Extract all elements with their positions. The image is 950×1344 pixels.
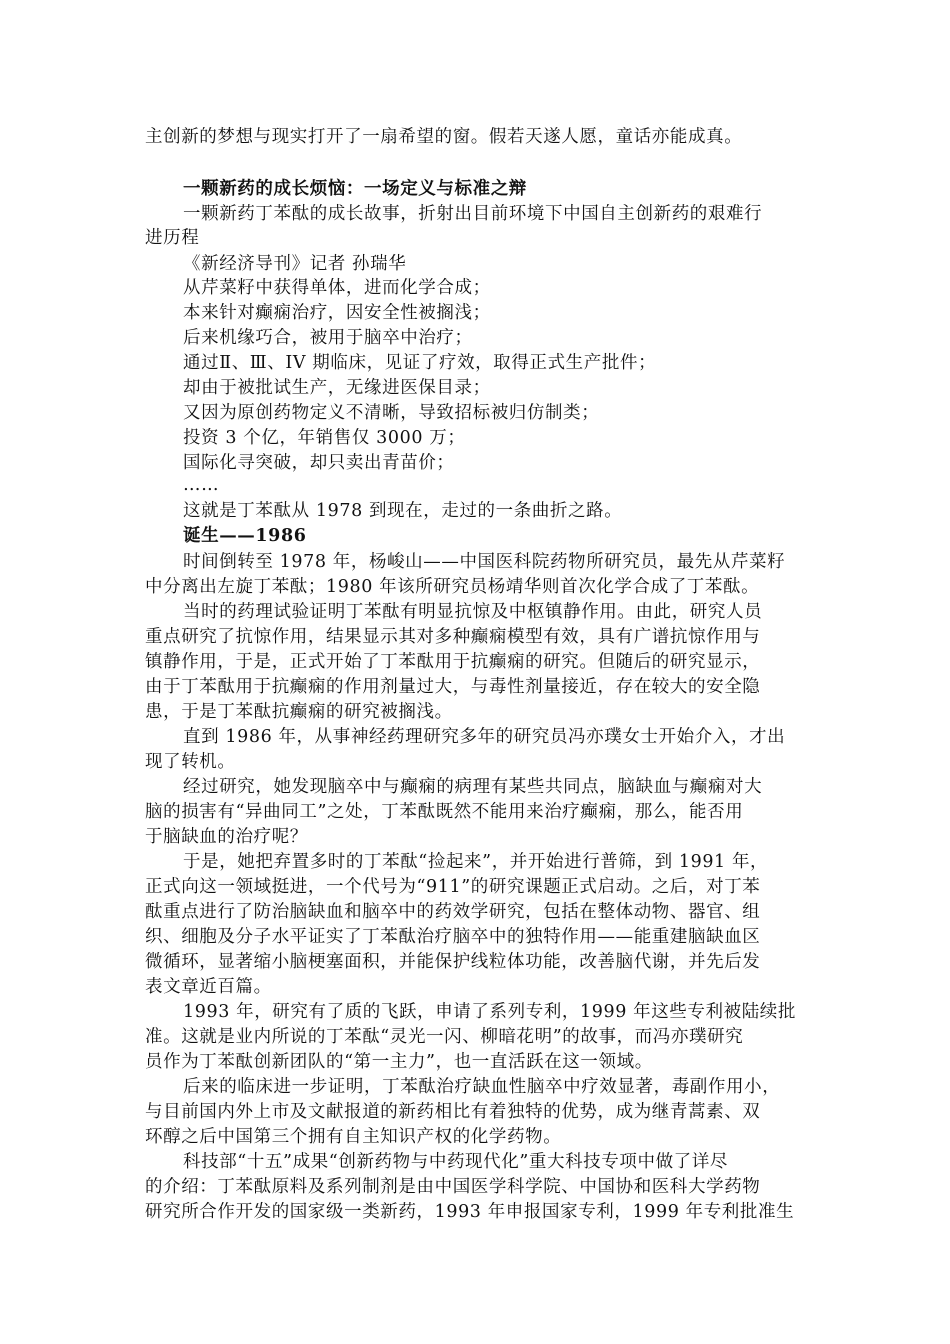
- summary-ellipsis: ……: [183, 475, 220, 495]
- article-title: 一颗新药的成长烦恼：一场定义与标准之辩: [183, 179, 527, 199]
- subtitle-line: 一颗新药丁苯酞的成长故事，折射出目前环境下中国自主创新药的艰难行: [183, 204, 763, 224]
- section-heading: 诞生——1986: [183, 526, 307, 546]
- body-line: 于是，她把弃置多时的丁苯酞“捡起来”，并开始进行普筛，到 1991 年，: [183, 852, 769, 872]
- body-line: 微循环，显著缩小脑梗塞面积，并能保护线粒体功能，改善脑代谢，并先后发: [145, 952, 761, 972]
- body-line: 患，于是丁苯酞抗癫痫的研究被搁浅。: [145, 702, 453, 722]
- body-line: 后来的临床进一步证明，丁苯酞治疗缺血性脑卒中疗效显著，毒副作用小，: [183, 1077, 781, 1097]
- summary-line: 通过Ⅱ、Ⅲ、IV 期临床，见证了疗效，取得正式生产批件；: [183, 353, 657, 373]
- body-line: 酞重点进行了防治脑缺血和脑卒中的药效学研究，包括在整体动物、器官、组: [145, 902, 761, 922]
- body-line: 当时的药理试验证明丁苯酞有明显抗惊及中枢镇静作用。由此，研究人员: [183, 602, 763, 622]
- summary-line: 这就是丁苯酞从 1978 到现在，走过的一条曲折之路。: [183, 501, 623, 521]
- body-line: 重点研究了抗惊作用，结果显示其对多种癫痫模型有效，具有广谱抗惊作用与: [145, 627, 761, 647]
- body-line: 正式向这一领域挺进，一个代号为“911”的研究课题正式启动。之后，对丁苯: [145, 877, 761, 897]
- summary-line: 国际化寻突破，却只卖出青苗价；: [183, 453, 455, 473]
- body-line: 研究所合作开发的国家级一类新药，1993 年申报国家专利，1999 年专利批准生: [145, 1202, 795, 1222]
- body-line: 由于丁苯酞用于抗癫痫的作用剂量过大，与毒性剂量接近，存在较大的安全隐: [145, 677, 761, 697]
- byline: 《新经济导刊》记者 孙瑞华: [183, 254, 407, 274]
- body-line: 织、细胞及分子水平证实了丁苯酞治疗脑卒中的独特作用——能重建脑缺血区: [145, 927, 761, 947]
- body-line: 镇静作用，于是，正式开始了丁苯酞用于抗癫痫的研究。但随后的研究显示，: [145, 652, 761, 672]
- intro-tail-text: 主创新的梦想与现实打开了一扇希望的窗。假若天遂人愿，童话亦能成真。: [145, 127, 743, 147]
- body-line: 经过研究，她发现脑卒中与癫痫的病理有某些共同点，脑缺血与癫痫对大: [183, 777, 763, 797]
- body-line: 与目前国内外上市及文献报道的新药相比有着独特的优势，成为继青蒿素、双: [145, 1102, 761, 1122]
- body-line: 准。这就是业内所说的丁苯酞“灵光一闪、柳暗花明”的故事，而冯亦璞研究: [145, 1027, 744, 1047]
- body-line: 中分离出左旋丁苯酞；1980 年该所研究员杨靖华则首次化学合成了丁苯酞。: [145, 577, 760, 597]
- body-line: 表文章近百篇。: [145, 977, 272, 997]
- body-line: 直到 1986 年，从事神经药理研究多年的研究员冯亦璞女士开始介入，才出: [183, 727, 786, 747]
- body-line: 的介绍：丁苯酞原料及系列制剂是由中国医学科学院、中国协和医科大学药物: [145, 1177, 761, 1197]
- body-line: 员作为丁苯酞创新团队的“第一主力”，也一直活跃在这一领域。: [145, 1052, 653, 1072]
- body-line: 现了转机。: [145, 752, 236, 772]
- body-line: 于脑缺血的治疗呢？: [145, 827, 308, 847]
- summary-line: 后来机缘巧合，被用于脑卒中治疗；: [183, 328, 473, 348]
- body-line: 脑的损害有“异曲同工”之处，丁苯酞既然不能用来治疗癫痫，那么，能否用: [145, 802, 744, 822]
- body-line: 时间倒转至 1978 年，杨峻山——中国医科院药物所研究员，最先从芹菜籽: [183, 552, 786, 572]
- subtitle-line: 进历程: [145, 228, 200, 248]
- summary-line: 投资 3 个亿，年销售仅 3000 万；: [183, 428, 466, 448]
- summary-line: 又因为原创药物定义不清晰，导致招标被归仿制类；: [183, 403, 600, 423]
- summary-line: 却由于被批试生产，无缘进医保目录；: [183, 378, 491, 398]
- summary-line: 从芹菜籽中获得单体，进而化学合成；: [183, 278, 491, 298]
- summary-line: 本来针对癫痫治疗，因安全性被搁浅；: [183, 303, 491, 323]
- body-line: 科技部“十五”成果“创新药物与中药现代化”重大科技专项中做了详尽: [183, 1152, 728, 1172]
- body-line: 环醇之后中国第三个拥有自主知识产权的化学药物。: [145, 1127, 562, 1147]
- body-line: 1993 年，研究有了质的飞跃，申请了系列专利，1999 年这些专利被陆续批: [183, 1002, 796, 1022]
